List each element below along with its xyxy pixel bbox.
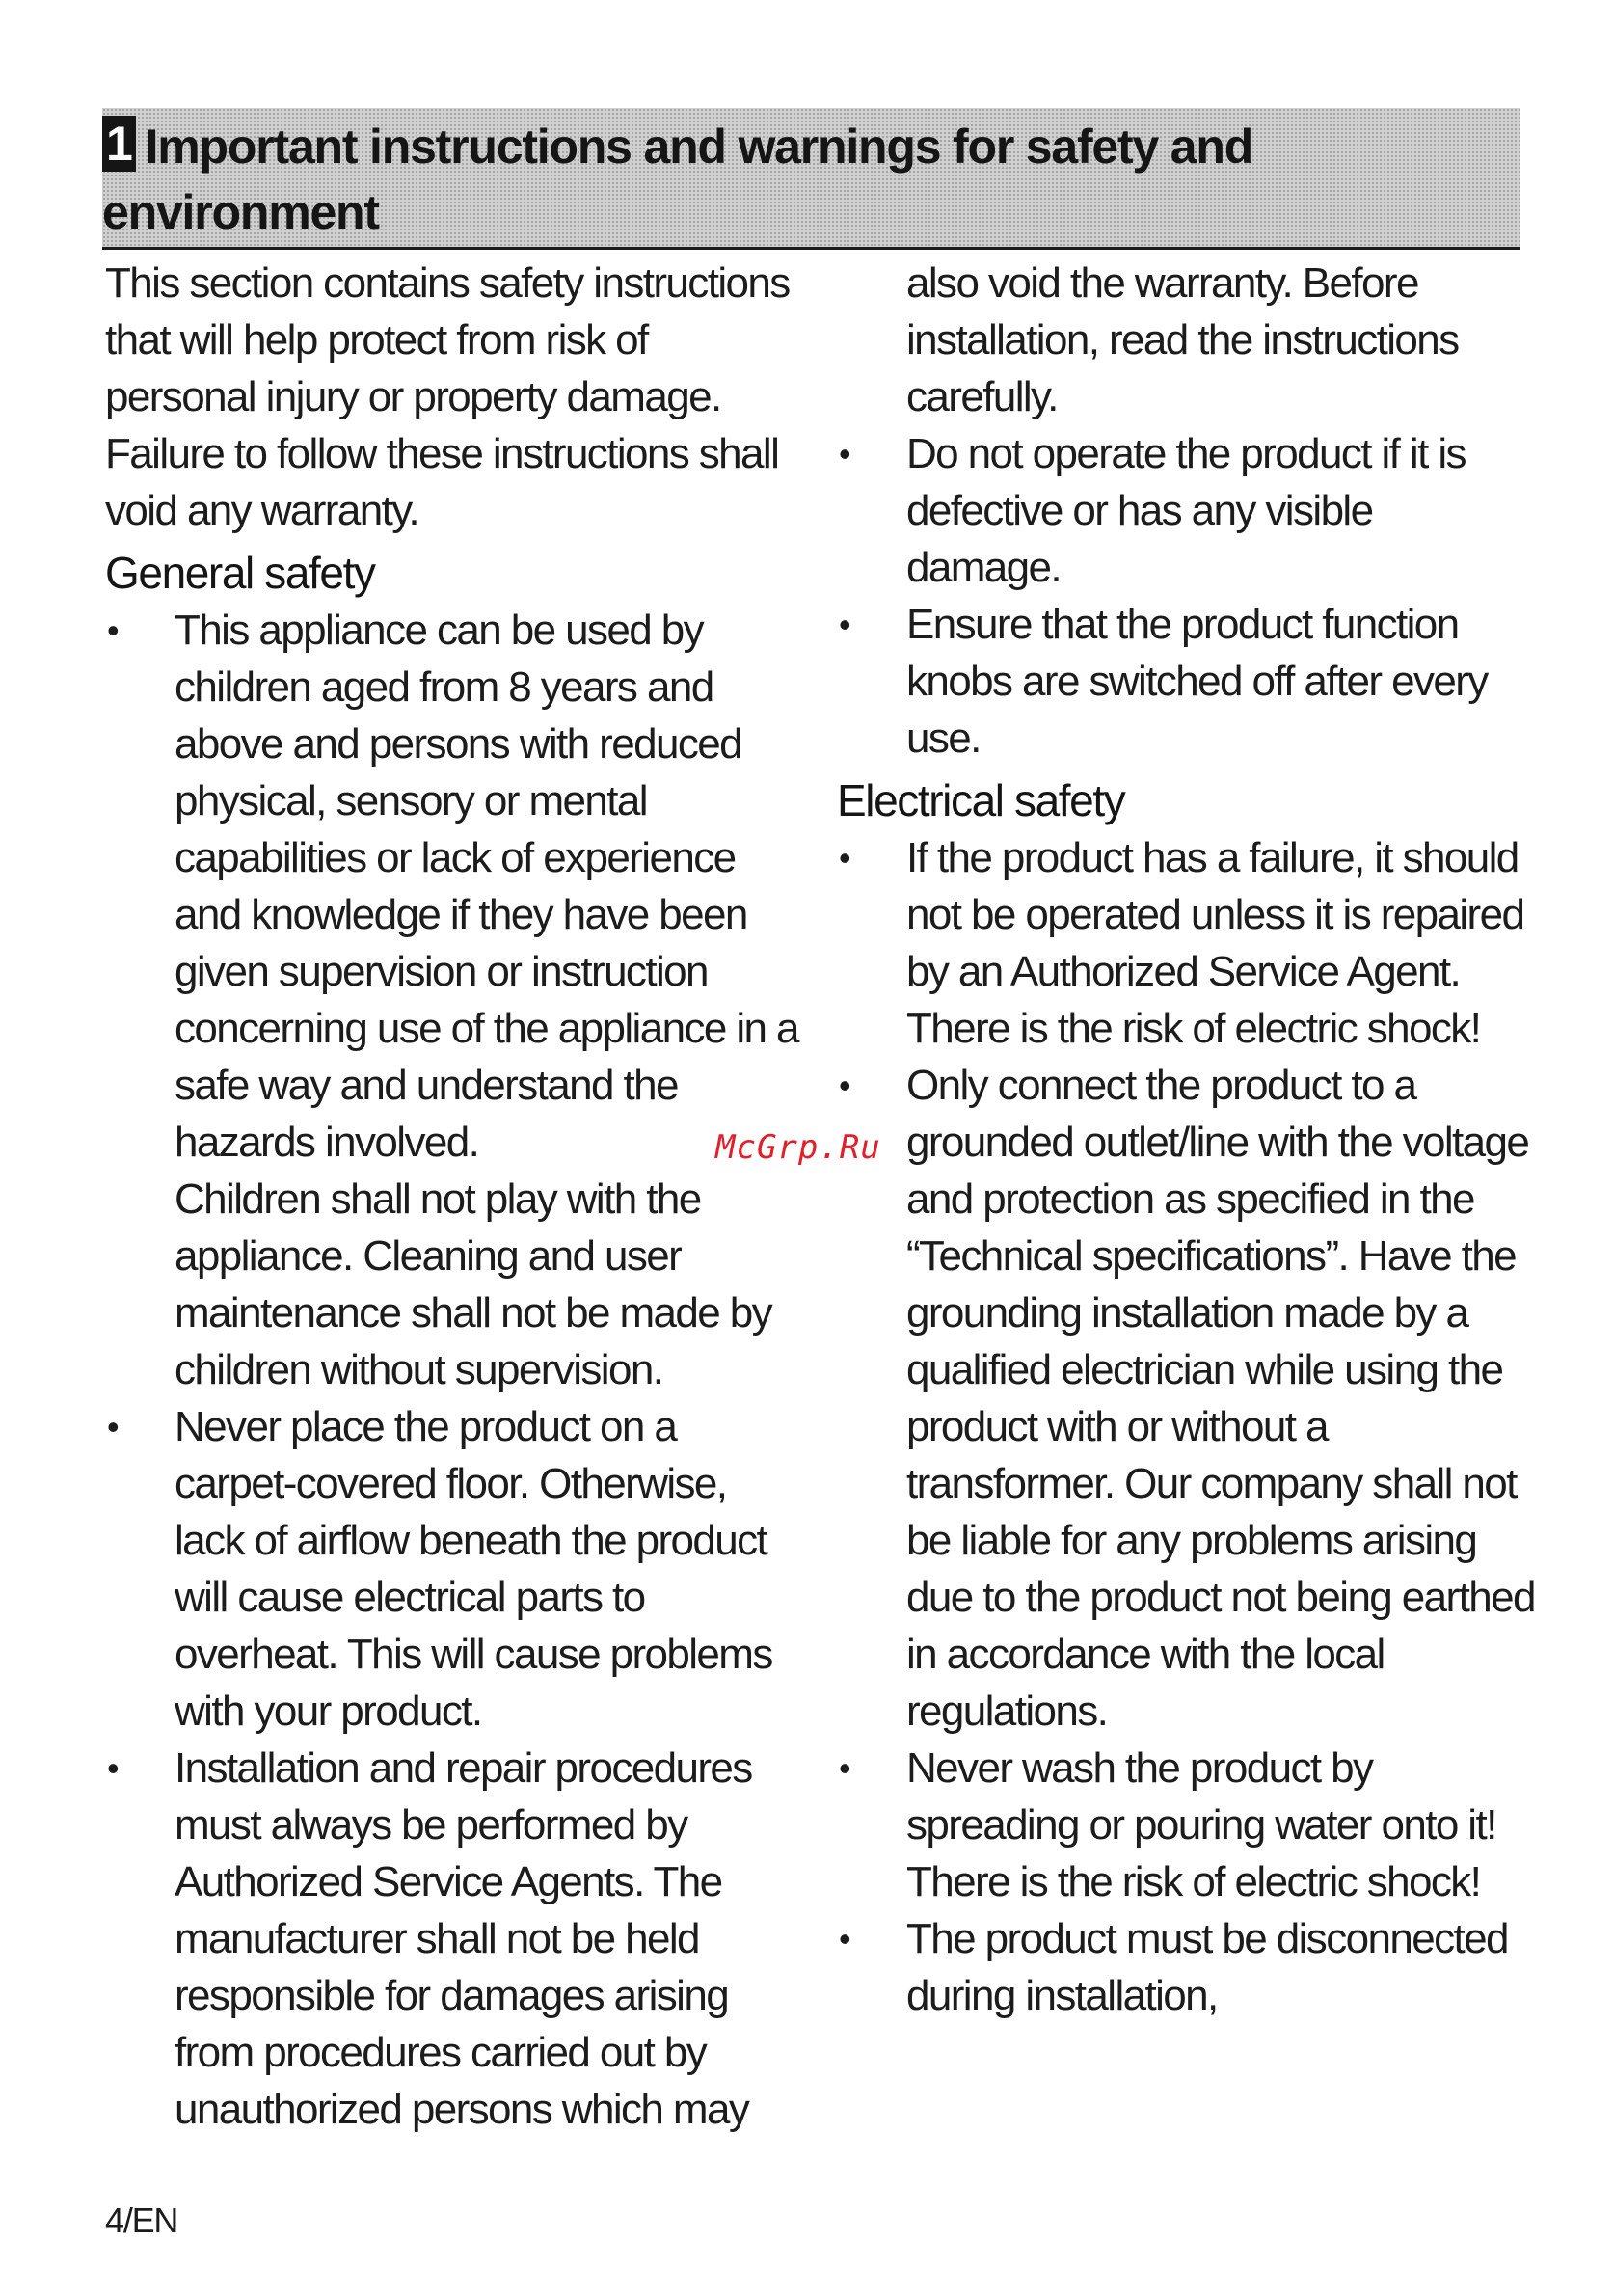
list-item [837, 829, 1536, 1057]
bullet-icon: • [839, 1066, 850, 1105]
list-item-text: The product must be disconnected during installation, [906, 1915, 1508, 2019]
bullet-icon: • [107, 610, 119, 650]
list-item [105, 602, 799, 1171]
electrical-safety-heading: Electrical safety [837, 775, 1125, 825]
watermark-text: McGrp.Ru [715, 1128, 881, 1167]
list-item-text: Ensure that the product function knobs are switched off after every use. [906, 601, 1488, 762]
list-item-continuation: also void the warranty. Before installation, read the instructions carefully. [906, 259, 1459, 420]
list-item-text: Never place the product on a carpet-covered floor. Otherwise, lack of airflow beneath the product will cause electrical parts to overheat. This will cause problems with your product. [175, 1403, 772, 1735]
electrical-safety-list [837, 829, 1536, 2024]
bullet-icon: • [839, 1748, 850, 1788]
bullet-icon: • [839, 605, 850, 644]
general-safety-heading: General safety [105, 548, 375, 598]
general-safety-list-more [837, 425, 1536, 767]
page-number: 4/EN [105, 2201, 178, 2240]
bullet-icon: • [107, 1407, 119, 1446]
list-item [837, 1057, 1536, 1740]
list-item [105, 1398, 799, 1740]
list-item-text: Only connect the product to a grounded outlet/line with the voltage and protection as specified in the “Technical specifications”. Have the grounding installation made by a qualified electrician while using the product with or without a transformer. Our company shall not be liable for any problems arising due to the product not being earthed in accordance with the local regulations. [906, 1062, 1535, 1735]
bullet-icon: • [839, 1919, 850, 1958]
bullet-icon: • [107, 1748, 119, 1788]
list-item [837, 425, 1536, 596]
right-column [837, 255, 1536, 2024]
chapter-header [102, 108, 1520, 250]
list-item [837, 596, 1536, 767]
general-safety-list [105, 602, 799, 1171]
list-item [837, 1740, 1536, 1910]
list-item-text: This appliance can be used by children aged from 8 years and above and persons with reduced physical, sensory or mental capabilities or lack of experience and knowledge if they have been given supervision or instruction concerning use of the appliance in a safe way and understand the hazards involved. [175, 607, 798, 1166]
chapter-title [102, 114, 1356, 245]
list-item-text: Never wash the product by spreading or pouring water onto it! There is the risk of electric shock! [906, 1744, 1496, 1905]
intro-paragraph: This section contains safety instructions that will help protect from risk of personal injury or property damage. Failure to follow these instructions shall void any warranty. [105, 259, 790, 534]
list-item [837, 1910, 1536, 2024]
chapter-title-text: Important instructions and warnings for safety and environment [102, 120, 1253, 239]
bullet-icon: • [839, 434, 850, 473]
chapter-number-badge: 1 [102, 116, 136, 172]
list-item-continuation: Children shall not play with the appliance. Cleaning and user maintenance shall not be made by children without supervision. [175, 1175, 772, 1393]
list-item-text: If the product has a failure, it should not be operated unless it is repaired by an Authorized Service Agent. There is the risk of electric shock! [906, 834, 1524, 1052]
general-safety-list-continued [105, 1398, 799, 2138]
left-column [105, 255, 799, 2138]
list-item-text: Installation and repair procedures must always be performed by Authorized Service Agents. The manufacturer shall not be held responsible for damages arising from procedures carried out by unauthorized persons which may [175, 1744, 752, 2133]
list-item [105, 1740, 799, 2138]
list-item-text: Do not operate the product if it is defective or has any visible damage. [906, 430, 1466, 591]
bullet-icon: • [839, 838, 850, 878]
